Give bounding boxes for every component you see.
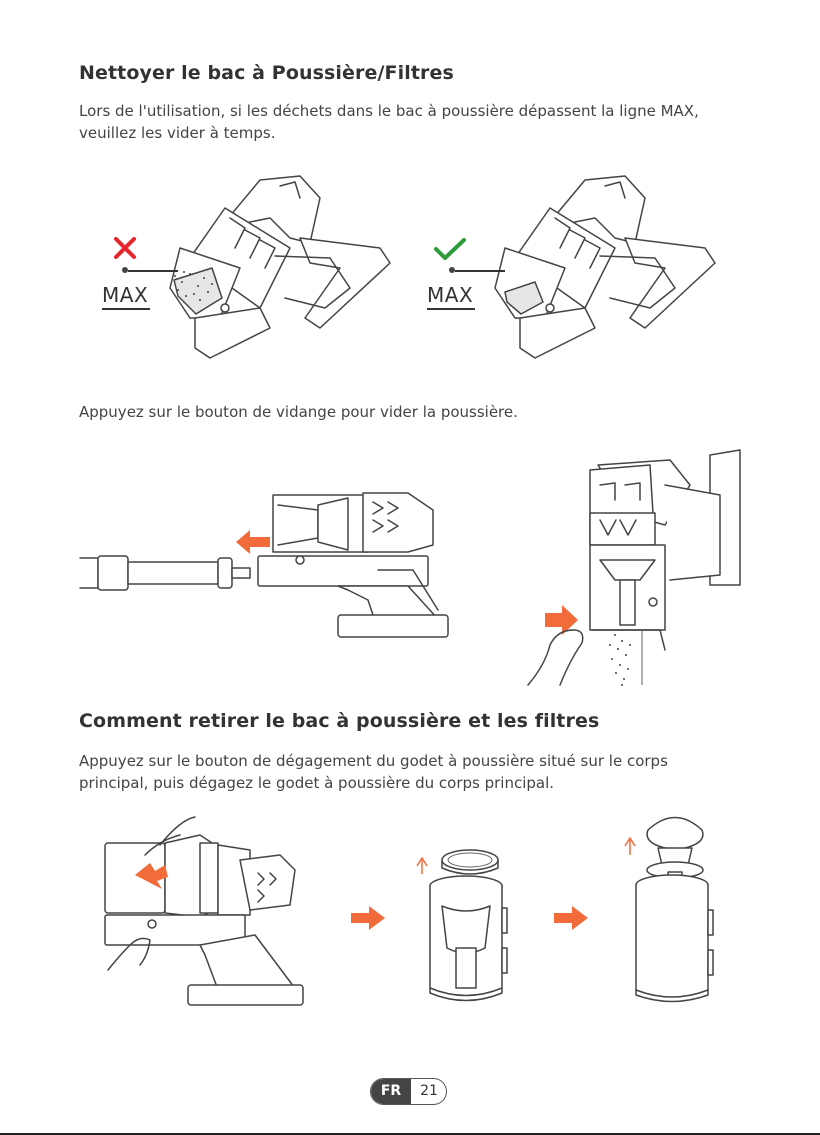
vacuum-horizontal-illustration — [78, 490, 458, 640]
dust-particles — [170, 268, 220, 308]
page-number: 21 — [420, 1083, 438, 1099]
arrow-left-icon — [236, 530, 270, 554]
section-text-clean: Lors de l'utilisation, si les déchets dans le bac à poussière dépassent la ligne MAX, veuillez les vider à temps. — [79, 102, 699, 142]
vacuum-emptying-illustration — [520, 445, 750, 690]
max-underline — [102, 308, 150, 310]
section-title-remove: Comment retirer le bac à poussière et les filtres — [79, 710, 600, 732]
section-title-clean: Nettoyer le bac à Poussière/Filtres — [79, 62, 454, 84]
section-text-empty: Appuyez sur le bouton de vidange pour vider la poussière. — [79, 403, 518, 421]
language-code: FR — [371, 1079, 411, 1104]
max-label-right: MAX — [427, 283, 474, 307]
vacuum-correct-level-illustration — [475, 168, 725, 368]
cross-icon — [113, 236, 137, 260]
page-badge — [370, 1078, 447, 1105]
max-indicator-line — [128, 270, 178, 272]
bin-filter-removal-illustration — [410, 838, 520, 1013]
vacuum-remove-bin-illustration — [100, 815, 310, 1010]
section-text-remove: Appuyez sur le bouton de dégagement du godet à poussière situé sur le corps principal, puis dégagez le godet à poussière du corps principal. — [79, 752, 668, 792]
max-label-wrong: MAX — [102, 283, 149, 307]
arrow-right-icon — [351, 906, 385, 930]
max-indicator-line — [455, 270, 505, 272]
bin-cyclone-removal-illustration — [618, 810, 728, 1015]
max-underline — [427, 308, 475, 310]
check-icon — [432, 236, 468, 262]
arrow-right-icon — [554, 906, 588, 930]
